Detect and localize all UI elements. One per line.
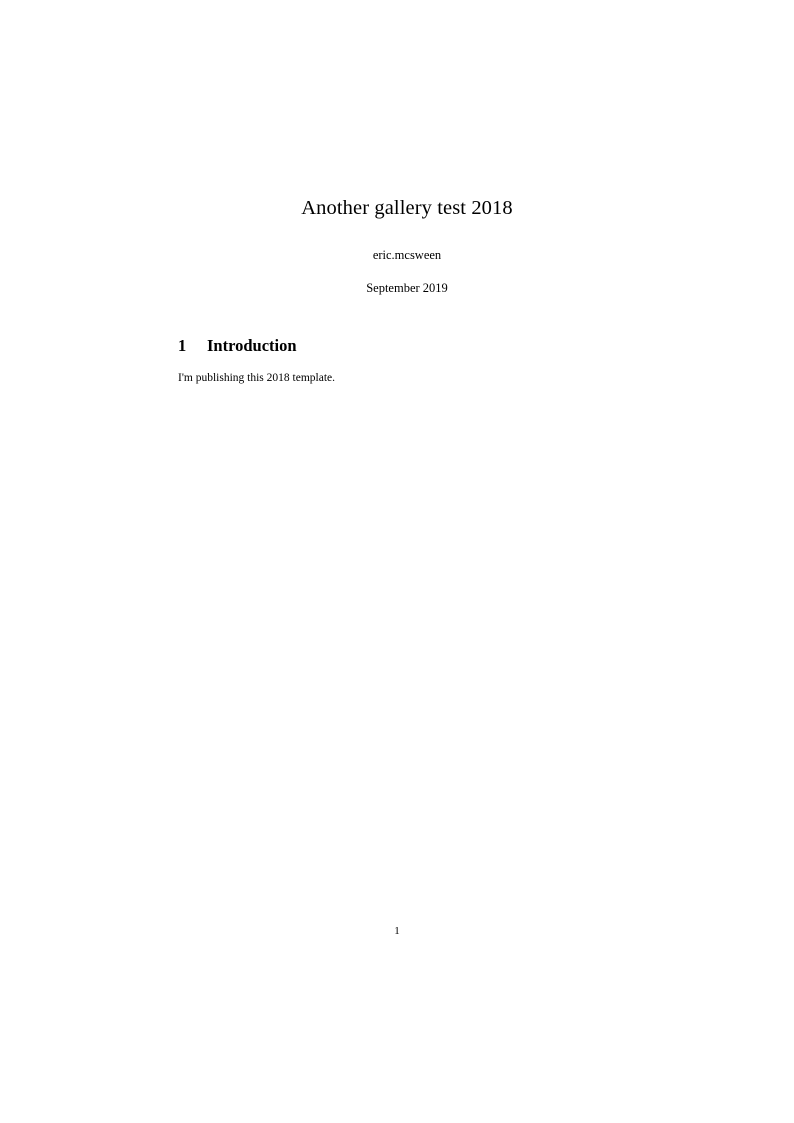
document-date: September 2019 bbox=[366, 280, 448, 295]
section-paragraph: I'm publishing this 2018 template. bbox=[178, 371, 335, 384]
document-body bbox=[178, 196, 636, 398]
section-heading-introduction bbox=[178, 336, 636, 356]
document-author: eric.mcsween bbox=[372, 247, 442, 262]
page-number: 1 bbox=[394, 925, 400, 937]
section-number: 1 bbox=[178, 335, 187, 355]
document-title: Another gallery test 2018 bbox=[301, 197, 513, 219]
section-title: Introduction bbox=[207, 335, 297, 355]
